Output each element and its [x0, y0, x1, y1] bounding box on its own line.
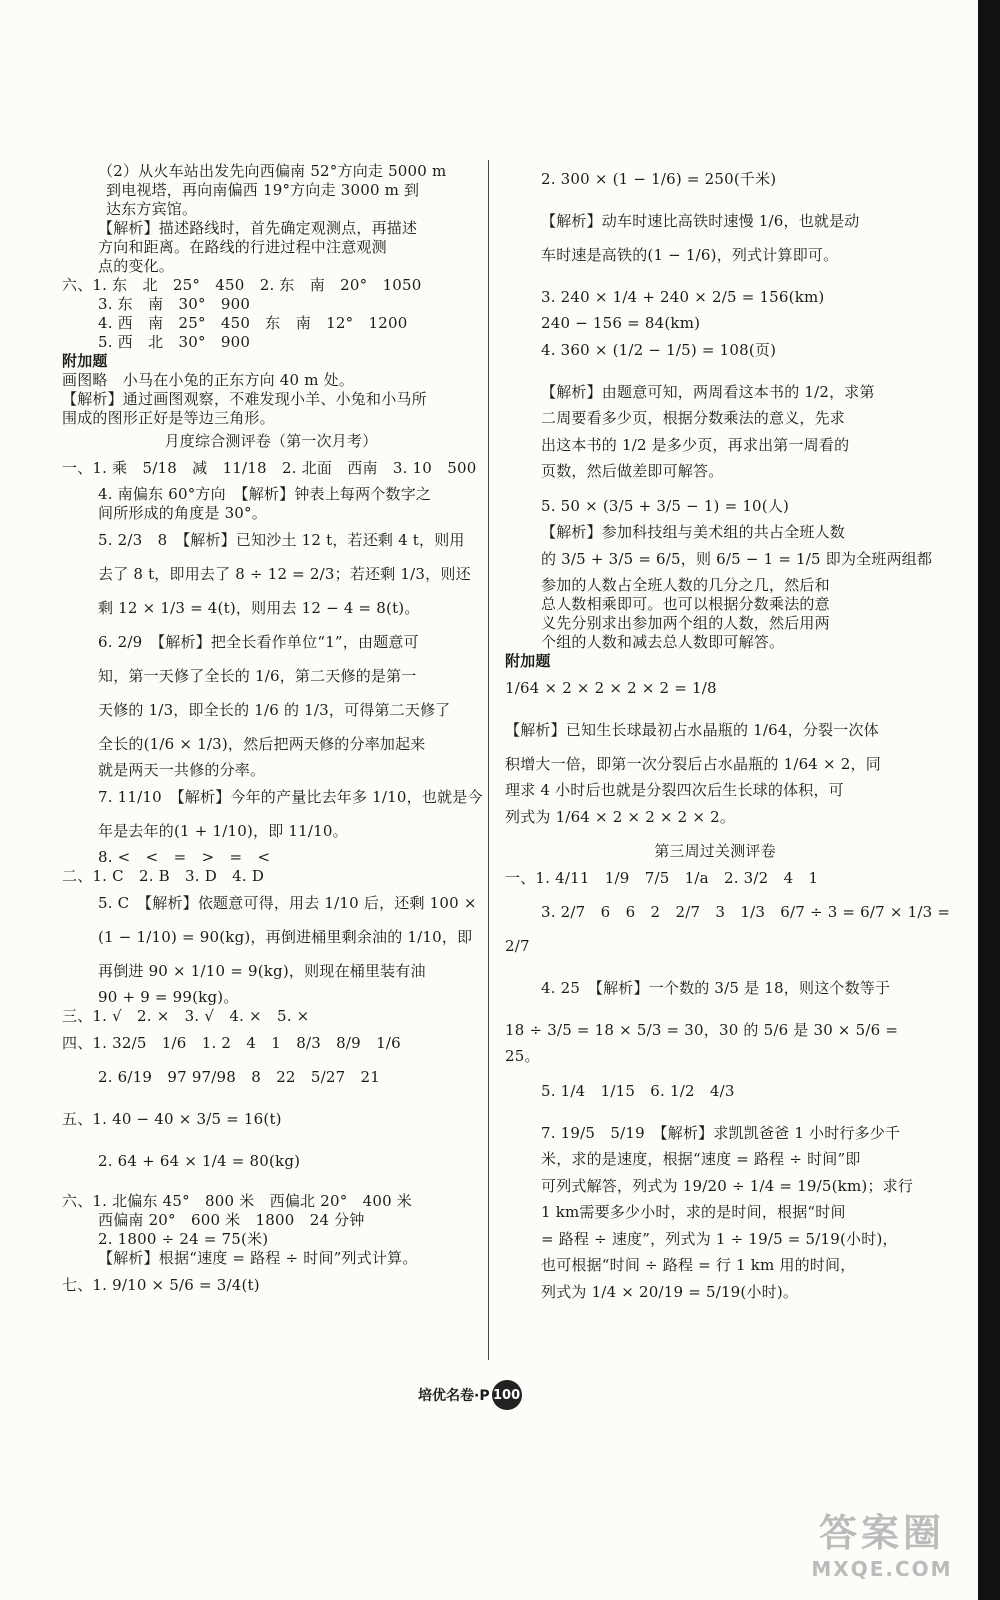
answer-line: 的 3/5 + 3/5 = 6/5，则 6/5 − 1 = 1/5 即为全班两组都	[541, 550, 933, 568]
answer-line: 到电视塔，再向南偏西 19°方向走 3000 m 到	[106, 181, 420, 199]
answer-line: (1 − 1/10) = 90(kg)，再倒进桶里剩余油的 1/10，即	[98, 928, 473, 946]
answer-line: 参加的人数占全班人数的几分之几，然后和	[541, 576, 830, 594]
answer-line: 米，求的是速度，根据“速度 = 路程 ÷ 时间”即	[541, 1150, 861, 1168]
answer-line: 90 + 9 = 99(kg)。	[98, 988, 239, 1006]
answer-line: 年是去年的(1 + 1/10)，即 11/10。	[98, 822, 348, 840]
answer-line: 【解析】已知生长球最初占水晶瓶的 1/64，分裂一次体	[505, 721, 879, 739]
answer-line: 8. < < = > = <	[98, 848, 271, 866]
answer-line: 列式为 1/64 × 2 × 2 × 2 × 2。	[505, 808, 736, 826]
answer-line: 2/7	[505, 937, 530, 955]
answer-line: 附加题	[505, 652, 551, 670]
answer-line: 也可根据“时间 ÷ 路程 = 行 1 km 用的时间，	[541, 1256, 856, 1274]
answer-line: 画图略 小马在小兔的正东方向 40 m 处。	[62, 371, 355, 389]
watermark	[792, 1500, 972, 1582]
answer-line: 个组的人数和减去总人数即可解答。	[541, 633, 785, 651]
answer-line: 【解析】通过画图观察，不难发现小羊、小兔和小马所	[62, 390, 427, 408]
answer-line: 七、1. 9/10 × 5/6 = 3/4(t)	[62, 1276, 260, 1294]
answer-line: 1/64 × 2 × 2 × 2 × 2 = 1/8	[505, 679, 717, 697]
page-footer	[418, 1380, 522, 1410]
answer-line: 4. 西 南 25° 450 东 南 12° 1200	[98, 314, 408, 332]
answer-line: 达东方宾馆。	[106, 200, 198, 218]
column-divider	[488, 160, 489, 1360]
answer-line: 240 − 156 = 84(km)	[541, 314, 701, 332]
answer-line: 二周要看多少页，根据分数乘法的意义，先求	[541, 409, 846, 427]
answer-line: 列式为 1/4 × 20/19 = 5/19(小时)。	[541, 1283, 799, 1301]
answer-line: 间所形成的角度是 30°。	[98, 504, 267, 522]
left-column	[62, 162, 483, 1302]
answer-line: 四、1. 32/5 1/6 1. 2 4 1 8/3 8/9 1/6	[62, 1034, 401, 1052]
answer-line: 【解析】描述路线时，首先确定观测点，再描述	[98, 219, 418, 237]
answer-line: 一、1. 4/11 1/9 7/5 1/a 2. 3/2 4 1	[505, 869, 819, 887]
answer-line: 总人数相乘即可。也可以根据分数乘法的意	[541, 595, 830, 613]
answer-line: 可列式解答，列式为 19/20 ÷ 1/4 = 19/5(km)；求行	[541, 1177, 914, 1195]
answer-line: 7. 11/10 【解析】今年的产量比去年多 1/10，也就是今	[98, 788, 483, 806]
answer-line: 2. 64 + 64 × 1/4 = 80(kg)	[98, 1152, 301, 1170]
answer-line: 再倒进 90 × 1/10 = 9(kg)，则现在桶里装有油	[98, 962, 426, 980]
answer-line: 去了 8 t，即用去了 8 ÷ 12 = 2/3；若还剩 1/3，则还	[98, 565, 471, 583]
answer-line: 5. 西 北 30° 900	[98, 333, 251, 351]
answer-line: 4. 南偏东 60°方向 【解析】钟表上每两个数字之	[98, 485, 432, 503]
answer-line: 3. 240 × 1/4 + 240 × 2/5 = 156(km)	[541, 288, 825, 306]
answer-line: 三、1. √ 2. × 3. √ 4. × 5. ×	[62, 1007, 310, 1025]
answer-line: 1 km需要多少小时，求的是时间，根据“时间	[541, 1203, 846, 1221]
answer-line: 5. C 【解析】依题意可得，用去 1/10 后，还剩 100 ×	[98, 894, 477, 912]
answer-line: 25。	[505, 1047, 540, 1065]
answer-line: 一、1. 乘 5/18 减 11/18 2. 北面 西南 3. 10 500	[62, 459, 477, 477]
answer-line: 六、1. 北偏东 45° 800 米 西偏北 20° 400 米	[62, 1192, 412, 1210]
answer-line: 就是两天一共修的分率。	[98, 761, 266, 779]
answer-line: 2. 6/19 97 97/98 8 22 5/27 21	[98, 1068, 381, 1086]
answer-line: 围成的图形正好是等边三角形。	[62, 409, 275, 427]
watermark-text: 答案圈	[818, 1510, 945, 1555]
answer-line: 5. 50 × (3/5 + 3/5 − 1) = 10(人)	[541, 497, 790, 515]
answer-line: 西偏南 20° 600 米 1800 24 分钟	[98, 1211, 365, 1229]
answer-line: 3. 2/7 6 6 2 2/7 3 1/3 6/7 ÷ 3 = 6/7 × 1/3 =	[541, 903, 951, 921]
answer-line: 五、1. 40 − 40 × 3/5 = 16(t)	[62, 1110, 282, 1128]
answer-line: 6. 2/9 【解析】把全长看作单位“1”，由题意可	[98, 633, 419, 651]
answer-line: 点的变化。	[98, 257, 175, 275]
answer-line: 义先分别求出参加两个组的人数，然后用两	[541, 614, 830, 632]
answer-line: 5. 1/4 1/15 6. 1/2 4/3	[541, 1082, 735, 1100]
answer-line: 方向和距离。在路线的行进过程中注意观测	[98, 238, 387, 256]
answer-line: 剩 12 × 1/3 = 4(t)，则用去 12 − 4 = 8(t)。	[98, 599, 420, 617]
answer-line: 2. 300 × (1 − 1/6) = 250(千米)	[541, 170, 777, 188]
answer-line: 第三周过关测评卷	[654, 842, 776, 860]
answer-line: 天修的 1/3，即全长的 1/6 的 1/3，可得第二天修了	[98, 701, 451, 719]
answer-line: 4. 25 【解析】一个数的 3/5 是 18，则这个数等于	[541, 979, 891, 997]
answer-line: 车时速是高铁的(1 − 1/6)，列式计算即可。	[541, 246, 839, 264]
answer-line: 月度综合测评卷（第一次月考）	[164, 432, 378, 450]
answer-line: 3. 东 南 30° 900	[98, 295, 251, 313]
scan-edge-bar	[978, 0, 1000, 1600]
footer-brand: 培优名卷·P	[418, 1388, 490, 1404]
answer-line: 【解析】动车时速比高铁时速慢 1/6，也就是动	[541, 212, 860, 230]
answer-line: = 路程 ÷ 速度”，列式为 1 ÷ 19/5 = 5/19(小时)，	[541, 1230, 898, 1248]
answer-line: 18 ÷ 3/5 = 18 × 5/3 = 30，30 的 5/6 是 30 × 5/6 =	[505, 1021, 899, 1039]
answer-line: 4. 360 × (1/2 − 1/5) = 108(页)	[541, 341, 777, 359]
answer-line: 出这本书的 1/2 是多少页，再求出第一周看的	[541, 436, 850, 454]
watermark-url: MXQE.COM	[811, 1556, 953, 1581]
answer-line: 知，第一天修了全长的 1/6，第二天修的是第一	[98, 667, 417, 685]
right-column	[505, 162, 951, 1309]
answer-line: 二、1. C 2. B 3. D 4. D	[62, 867, 265, 885]
answer-line: 全长的(1/6 × 1/3)，然后把两天修的分率加起来	[98, 735, 426, 753]
answer-line: 积增大一倍，即第一次分裂后占水晶瓶的 1/64 × 2，同	[505, 755, 881, 773]
answer-line: 7. 19/5 5/19 【解析】求凯凯爸爸 1 小时行多少千	[541, 1124, 901, 1142]
answer-line: （2）从火车站出发先向西偏南 52°方向走 5000 m	[98, 162, 447, 180]
answer-line: 【解析】根据“速度 = 路程 ÷ 时间”列式计算。	[98, 1249, 418, 1267]
page-number-badge: 100	[492, 1380, 522, 1410]
answer-line: 2. 1800 ÷ 24 = 75(米)	[98, 1230, 269, 1248]
answer-line: 【解析】由题意可知，两周看这本书的 1/2，求第	[541, 383, 875, 401]
answer-line: 附加题	[62, 352, 108, 370]
answer-line: 理求 4 小时后也就是分裂四次后生长球的体积，可	[505, 781, 844, 799]
answer-line: 5. 2/3 8 【解析】已知沙土 12 t，若还剩 4 t，则用	[98, 531, 465, 549]
answer-line: 页数，然后做差即可解答。	[541, 462, 724, 480]
answer-line: 【解析】参加科技组与美术组的共占全班人数	[541, 523, 846, 541]
answer-line: 六、1. 东 北 25° 450 2. 东 南 20° 1050	[62, 276, 422, 294]
